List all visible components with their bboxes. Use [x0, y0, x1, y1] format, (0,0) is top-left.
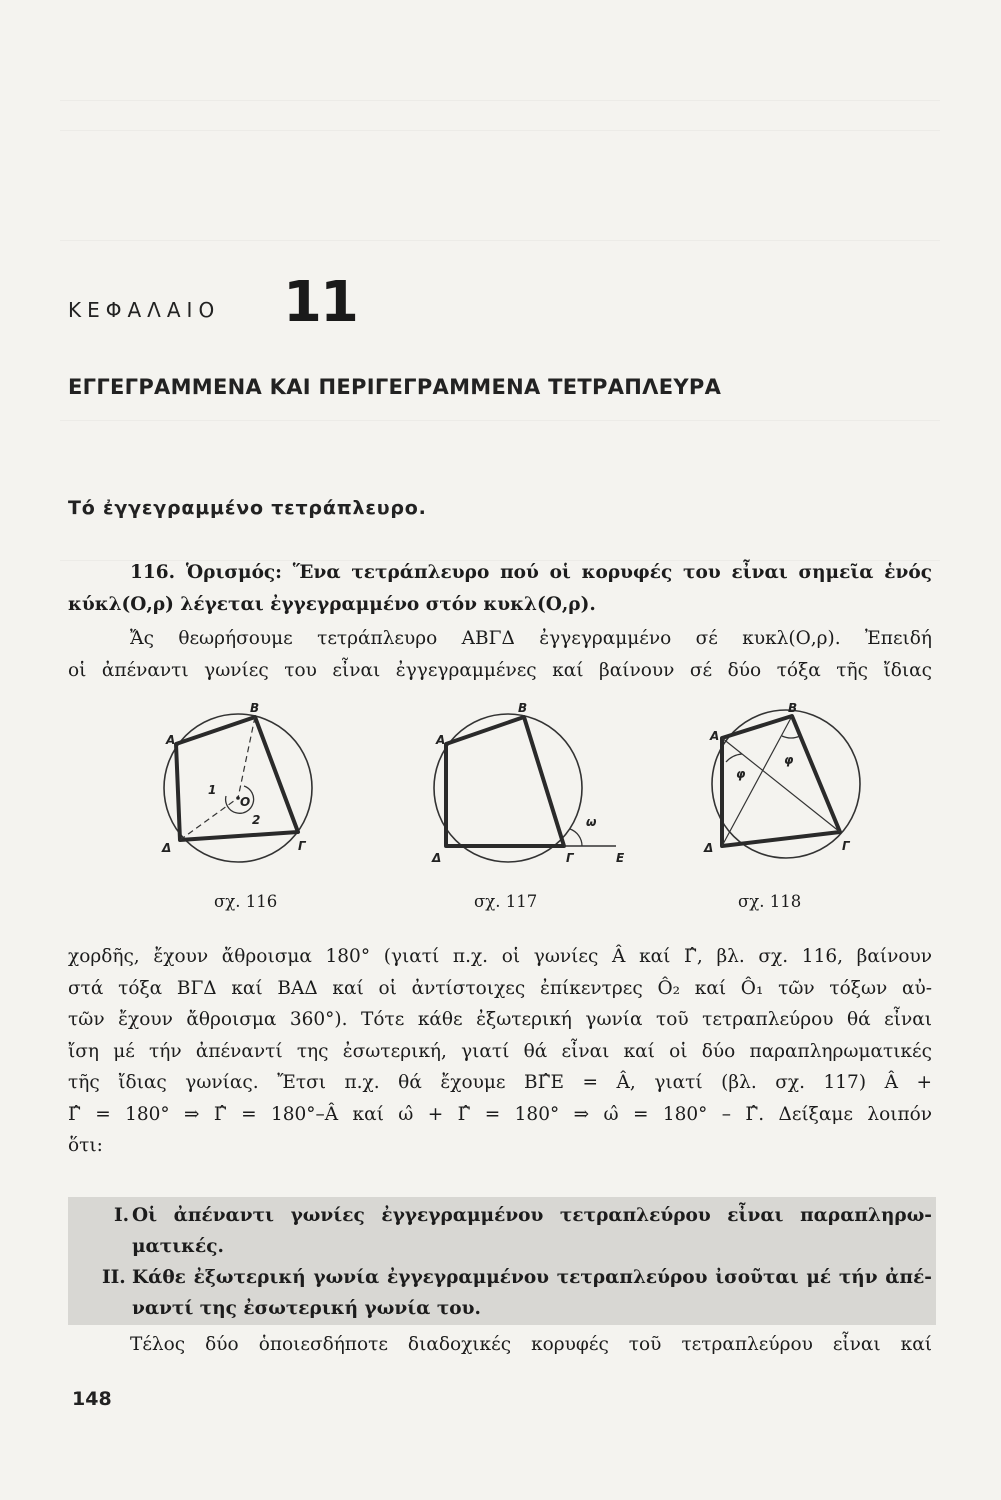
paragraph-3	[68, 1329, 932, 1361]
angle-arc	[726, 754, 742, 762]
label-1: 1	[208, 783, 217, 797]
figure-117	[426, 700, 636, 875]
theorem-1	[114, 1200, 932, 1262]
definition-paragraph	[68, 557, 932, 620]
quadrilateral	[176, 717, 298, 840]
label-b: B	[788, 701, 798, 715]
label-a: A	[436, 733, 446, 747]
definition-line: κύκλ(Ο,ρ) λέγεται ἐγγεγραμμένο στόν κυκλ(Ο,ρ).	[68, 593, 596, 615]
section-title: Τό ἐγγεγραμμένο τετράπλευρο.	[68, 497, 427, 519]
label-2: 2	[252, 813, 261, 827]
caption-117: σχ. 117	[474, 892, 538, 911]
text-line: στά τόξα ΒΓΔ καί ΒΑΔ καί οἱ ἀντίστοιχες ἐπίκεντρες Ô₂ καί Ô₁ τῶν τόξων αὐ-	[68, 977, 932, 999]
radius-od	[180, 798, 238, 840]
chapter-label: ΚΕΦΑΛΑΙΟ	[68, 298, 221, 322]
caption-118: σχ. 118	[738, 892, 802, 911]
theorem-line: ματικές.	[132, 1236, 224, 1257]
text-line: τῆς ἴδιας γωνίας. Ἔτσι π.χ. θά ἔχουμε ΒΓ̂Ε = Â, γιατί (βλ. σχ. 117) Â +	[68, 1072, 932, 1093]
text-line: ὅτι:	[68, 1135, 103, 1156]
label-a: A	[710, 729, 720, 743]
label-d: Δ	[432, 851, 442, 865]
label-phi-1: φ	[736, 767, 746, 781]
text-line: οἱ ἀπέναντι γωνίες του εἶναι ἐγγεγραμμένες καί βαίνουν σέ δύο τόξα τῆς ἴδιας	[68, 659, 932, 681]
label-omega: ω	[586, 815, 597, 829]
label-e: E	[616, 851, 625, 865]
theorem-2	[102, 1262, 932, 1324]
label-o: O	[240, 795, 251, 809]
page-number: 148	[72, 1388, 112, 1410]
text-line: Γ̂ = 180° ⇒ Γ̂ = 180°–Â καί ω̂ + Γ̂ = 180° ⇒ ω̂ = 180° – Γ̂. Δείξαμε λοιπόν	[68, 1103, 932, 1125]
paragraph-1	[68, 623, 932, 686]
figure-118	[700, 700, 870, 875]
text-line: χορδῆς, ἔχουν ἄθροισμα 180° (γιατί π.χ. οἱ γωνίες Â καί Γ̂, βλ. σχ. 116, βαίνουν	[68, 946, 932, 967]
label-b: B	[518, 701, 528, 715]
text-line: Τέλος δύο ὁποιεσδήποτε διαδοχικές κορυφές τοῦ τετραπλεύρου εἶναι καί	[130, 1334, 932, 1355]
label-b: B	[250, 701, 260, 715]
theorem-line: Κάθε ἐξωτερική γωνία ἐγγεγραμμένου τετραπλεύρου ἰσοῦται μέ τήν ἀπέ-	[132, 1267, 932, 1288]
radius-ob	[238, 717, 255, 798]
theorem-line: ναντί της ἐσωτερική γωνία του.	[132, 1298, 481, 1319]
text-line: Ἄς θεωρήσουμε τετράπλευρο ΑΒΓΔ ἐγγεγραμμένο σέ κυκλ(Ο,ρ). Ἐπειδή	[130, 628, 932, 649]
label-d: Δ	[704, 841, 714, 855]
text-line: τῶν ἔχουν ἄθροισμα 360°). Τότε κάθε ἐξωτερική γωνία τοῦ τετραπλεύρου θά εἶναι	[68, 1009, 932, 1030]
theorem-number: II.	[102, 1267, 126, 1288]
caption-116: σχ. 116	[214, 892, 278, 911]
angle-arc	[570, 829, 582, 846]
theorem-line: Οἱ ἀπέναντι γωνίες ἐγγεγραμμένου τετραπλεύρου εἶναι παραπληρω-	[132, 1205, 932, 1226]
label-a: A	[166, 733, 176, 747]
definition-line: 116. Ὁρισμός: Ἕνα τετράπλευρο πού οἱ κορυφές του εἶναι σημεῖα ἑνός	[130, 562, 932, 583]
label-phi-2: φ	[784, 753, 794, 767]
label-d: Δ	[162, 841, 172, 855]
quadrilateral	[446, 717, 564, 846]
paragraph-2	[68, 941, 932, 1162]
label-g: Γ	[842, 839, 850, 853]
theorem-number: I.	[114, 1205, 130, 1226]
angle-arc	[782, 736, 800, 738]
figure-116	[148, 700, 328, 875]
label-g: Γ	[566, 851, 574, 865]
chapter-title: ΕΓΓΕΓΡΑΜΜΕΝΑ ΚΑΙ ΠΕΡΙΓΕΓΡΑΜΜΕΝΑ ΤΕΤΡΑΠΛΕΥΡΑ	[68, 375, 722, 399]
chapter-number: 11	[283, 270, 357, 335]
label-g: Γ	[298, 839, 306, 853]
circle	[434, 714, 582, 862]
text-line: ἴση μέ τήν ἀπέναντί της ἐσωτερική, γιατί θά εἶναι καί οἱ δύο παραπληρωματικές	[68, 1040, 932, 1062]
